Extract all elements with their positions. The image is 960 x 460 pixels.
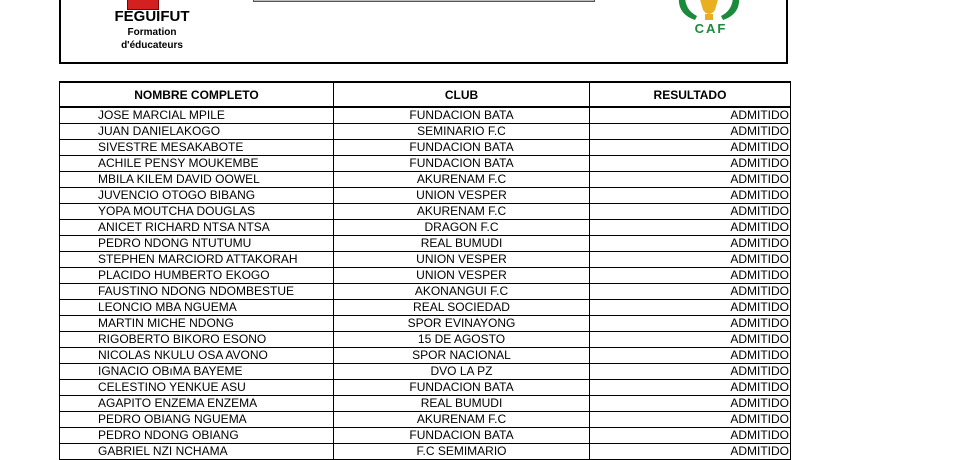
cell-club: SEMINARIO F.C [334, 124, 590, 140]
table-row [60, 124, 791, 140]
table-row [60, 236, 791, 252]
cell-result: ADMITIDO [590, 348, 791, 364]
cell-result: ADMITIDO [590, 107, 791, 124]
cell-result: ADMITIDO [590, 300, 791, 316]
cell-name: CELESTINO YENKUE ASU [60, 380, 334, 396]
cell-name: RIGOBERTO BIKORO ESONO [60, 332, 334, 348]
cell-club: FUNDACION BATA [334, 156, 590, 172]
cell-result: ADMITIDO [590, 124, 791, 140]
table-row [60, 412, 791, 428]
cell-club: DVO LA PZ [334, 364, 590, 380]
cell-club: AKURENAM F.C [334, 412, 590, 428]
cell-club: UNION VESPER [334, 252, 590, 268]
cell-result: ADMITIDO [590, 412, 791, 428]
cell-club: UNION VESPER [334, 268, 590, 284]
cell-club: UNION VESPER [334, 188, 590, 204]
cell-result: ADMITIDO [590, 332, 791, 348]
org-subtitle-line-2: d'éducateurs [121, 40, 183, 51]
cell-club: REAL BUMUDI [334, 396, 590, 412]
cell-club: 15 DE AGOSTO [334, 332, 590, 348]
table-row [60, 156, 791, 172]
column-header-result: RESULTADO [590, 82, 791, 107]
cell-name: FAUSTINO NDONG NDOMBESTUE [60, 284, 334, 300]
cell-club: SPOR EVINAYONG [334, 316, 590, 332]
cell-result: ADMITIDO [590, 396, 791, 412]
cell-name: ANICET RICHARD NTSA NTSA [60, 220, 334, 236]
cell-result: ADMITIDO [590, 316, 791, 332]
column-header-club: CLUB [334, 82, 590, 107]
cell-name: MARTIN MICHE NDONG [60, 316, 334, 332]
cell-name: IGNACIO OBıMA BAYEME [60, 364, 334, 380]
cell-result: ADMITIDO [590, 236, 791, 252]
cell-name: JUVENCIO OTOGO BIBANG [60, 188, 334, 204]
cell-name: JUAN DANIELAKOGO [60, 124, 334, 140]
cell-name: JOSE MARCIAL MPILE [60, 107, 334, 124]
cell-club: REAL BUMUDI [334, 236, 590, 252]
cell-result: ADMITIDO [590, 252, 791, 268]
column-header-name: NOMBRE COMPLETO [60, 82, 334, 107]
cell-result: ADMITIDO [590, 284, 791, 300]
cell-result: ADMITIDO [590, 268, 791, 284]
cell-result: ADMITIDO [590, 220, 791, 236]
table-row [60, 428, 791, 444]
cell-club: FUNDACION BATA [334, 428, 590, 444]
cell-name: PEDRO NDONG OBIANG [60, 428, 334, 444]
cell-club: FUNDACION BATA [334, 140, 590, 156]
cell-club: FUNDACION BATA [334, 380, 590, 396]
title-bar [253, 0, 595, 2]
cell-name: PLACIDO HUMBERTO EKOGO [60, 268, 334, 284]
cell-club: AKURENAM F.C [334, 172, 590, 188]
table-row [60, 188, 791, 204]
cell-name: YOPA MOUTCHA DOUGLAS [60, 204, 334, 220]
table-row [60, 364, 791, 380]
cell-club: DRAGON F.C [334, 220, 590, 236]
cell-club: F.C SEMIMARIO [334, 444, 590, 460]
cell-name: NICOLAS NKULU OSA AVONO [60, 348, 334, 364]
table-row [60, 380, 791, 396]
cell-result: ADMITIDO [590, 140, 791, 156]
cell-name: AGAPITO ENZEMA ENZEMA [60, 396, 334, 412]
cell-result: ADMITIDO [590, 380, 791, 396]
cell-result: ADMITIDO [590, 172, 791, 188]
cell-name: MBILA KILEM DAVID OOWEL [60, 172, 334, 188]
cell-result: ADMITIDO [590, 204, 791, 220]
table-header-row [60, 82, 791, 107]
org-subtitle-line-1: Formation [127, 27, 177, 38]
cell-name: LEONCIO MBA NGUEMA [60, 300, 334, 316]
cell-club: REAL SOCIEDAD [334, 300, 590, 316]
table-row [60, 268, 791, 284]
table-row [60, 284, 791, 300]
cell-result: ADMITIDO [590, 364, 791, 380]
cell-club: AKURENAM F.C [334, 204, 590, 220]
table-row [60, 204, 791, 220]
table-row [60, 300, 791, 316]
cell-result: ADMITIDO [590, 188, 791, 204]
cell-name: GABRIEL NZI NCHAMA [60, 444, 334, 460]
table-row [60, 107, 791, 124]
cell-result: ADMITIDO [590, 428, 791, 444]
table-row [60, 172, 791, 188]
org-name: FEGUIFUT [114, 8, 190, 25]
cell-name: STEPHEN MARCIORD ATTAKORAH [60, 252, 334, 268]
table-row [60, 220, 791, 236]
cell-club: SPOR NACIONAL [334, 348, 590, 364]
cell-name: PEDRO NDONG NTUTUMU [60, 236, 334, 252]
table-row [60, 140, 791, 156]
table-row [60, 396, 791, 412]
cell-name: ACHILE PENSY MOUKEMBE [60, 156, 334, 172]
cell-result: ADMITIDO [590, 444, 791, 460]
cell-name: PEDRO OBIANG NGUEMA [60, 412, 334, 428]
cell-club: FUNDACION BATA [334, 107, 590, 124]
cell-club: AKONANGUI F.C [334, 284, 590, 300]
results-table [59, 81, 791, 460]
cell-name: SIVESTRE MESAKABOTE [60, 140, 334, 156]
cell-result: ADMITIDO [590, 156, 791, 172]
table-row [60, 332, 791, 348]
table-row [60, 348, 791, 364]
table-row [60, 316, 791, 332]
table-row [60, 444, 791, 460]
table-row [60, 252, 791, 268]
caf-label: CAF [694, 21, 728, 36]
